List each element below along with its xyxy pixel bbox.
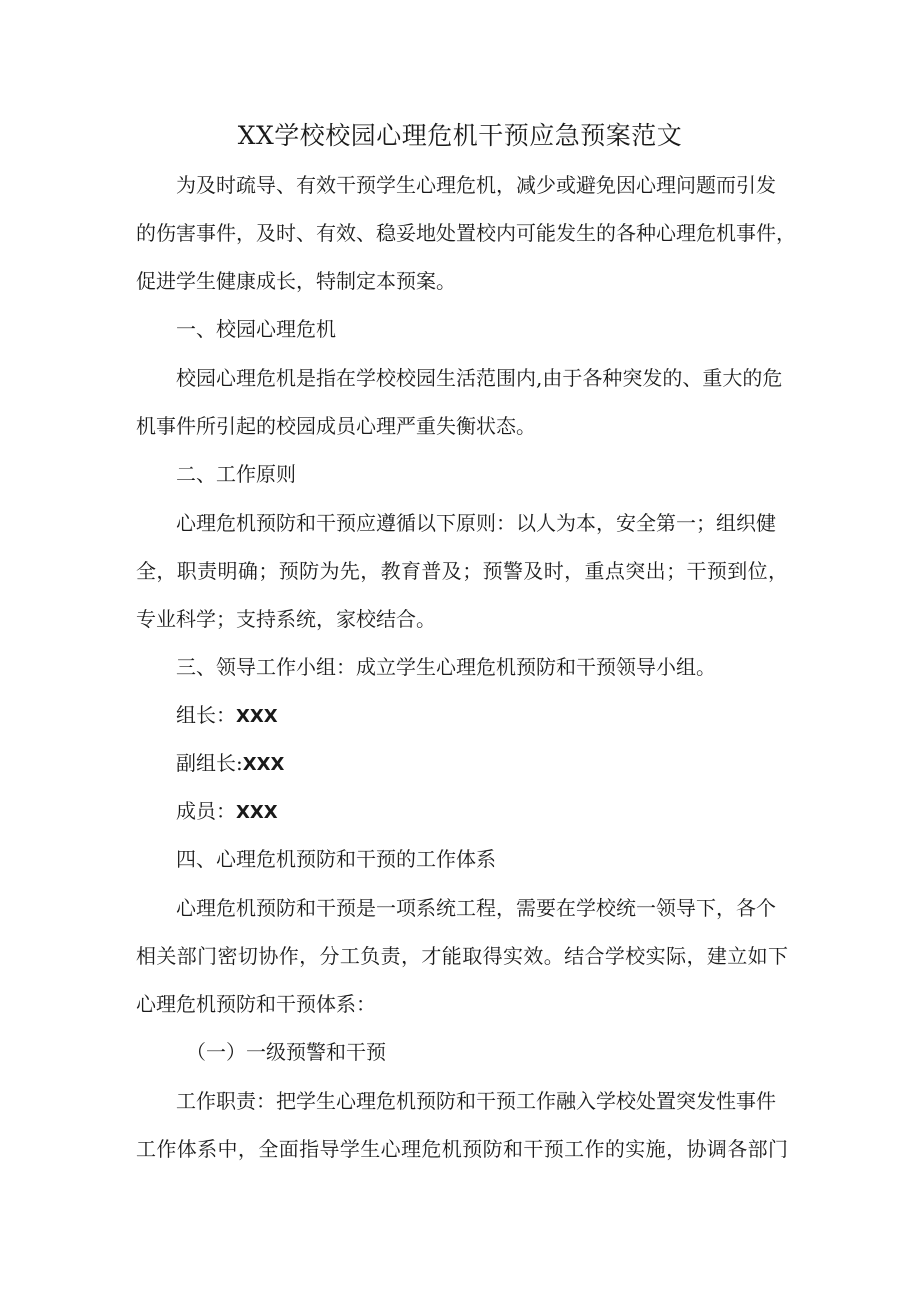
paragraph-line: 工作职责：把学生心理危机预防和干预工作融入学校处置突发性事件 — [176, 1089, 776, 1113]
leader-name: XXX — [236, 706, 278, 727]
section-heading: 三、领导工作小组：成立学生心理危机预防和干预领导小组。 — [176, 655, 716, 679]
paragraph-line: 心理危机预防和干预体系： — [136, 992, 376, 1016]
section-heading: 二、工作原则 — [176, 462, 296, 486]
paragraph-line: 心理危机预防和干预是一项系统工程，需要在学校统一领导下，各个 — [176, 896, 776, 920]
section-heading: 四、心理危机预防和干预的工作体系 — [176, 847, 496, 871]
leader-label: 组长： — [176, 703, 236, 727]
paragraph-line: 相关部门密切协作，分工负责，才能取得实效。结合学校实际，建立如下 — [136, 944, 788, 968]
paragraph-line: 全，职责明确；预防为先，教育普及；预警及时，重点突出；干预到位， — [136, 559, 788, 583]
subsection-heading: （一）一级预警和干预 — [186, 1040, 386, 1064]
paragraph-line: 为及时疏导、有效干预学生心理危机，减少或避免因心理问题而引发 — [176, 173, 776, 197]
paragraph-line: 工作体系中，全面指导学生心理危机预防和干预工作的实施，协调各部门 — [136, 1137, 788, 1161]
member-label: 成员： — [176, 799, 236, 823]
paragraph-line: 校园心理危机是指在学校校园生活范围内,由于各种突发的、重大的危 — [176, 366, 783, 390]
paragraph-line: 的伤害事件，及时、有效、稳妥地处置校内可能发生的各种心理危机事件， — [136, 221, 796, 245]
vice-leader-name: XXX — [242, 754, 285, 775]
leader-row — [176, 701, 278, 731]
vice-leader-row — [176, 749, 284, 779]
paragraph-line: 促进学生健康成长，特制定本预案。 — [136, 269, 456, 293]
paragraph-line: 机事件所引起的校园成员心理严重失衡状态。 — [136, 414, 536, 438]
section-heading: 一、校园心理危机 — [176, 317, 336, 341]
member-row — [176, 797, 278, 827]
paragraph-line: 专业科学；支持系统，家校结合。 — [136, 607, 436, 631]
vice-leader-label: 副组长: — [176, 751, 243, 775]
member-name: XXX — [236, 802, 278, 823]
paragraph-line: 心理危机预防和干预应遵循以下原则：以人为本，安全第一；组织健 — [176, 511, 776, 535]
document-title: XX学校校园心理危机干预应急预案范文 — [237, 121, 683, 150]
